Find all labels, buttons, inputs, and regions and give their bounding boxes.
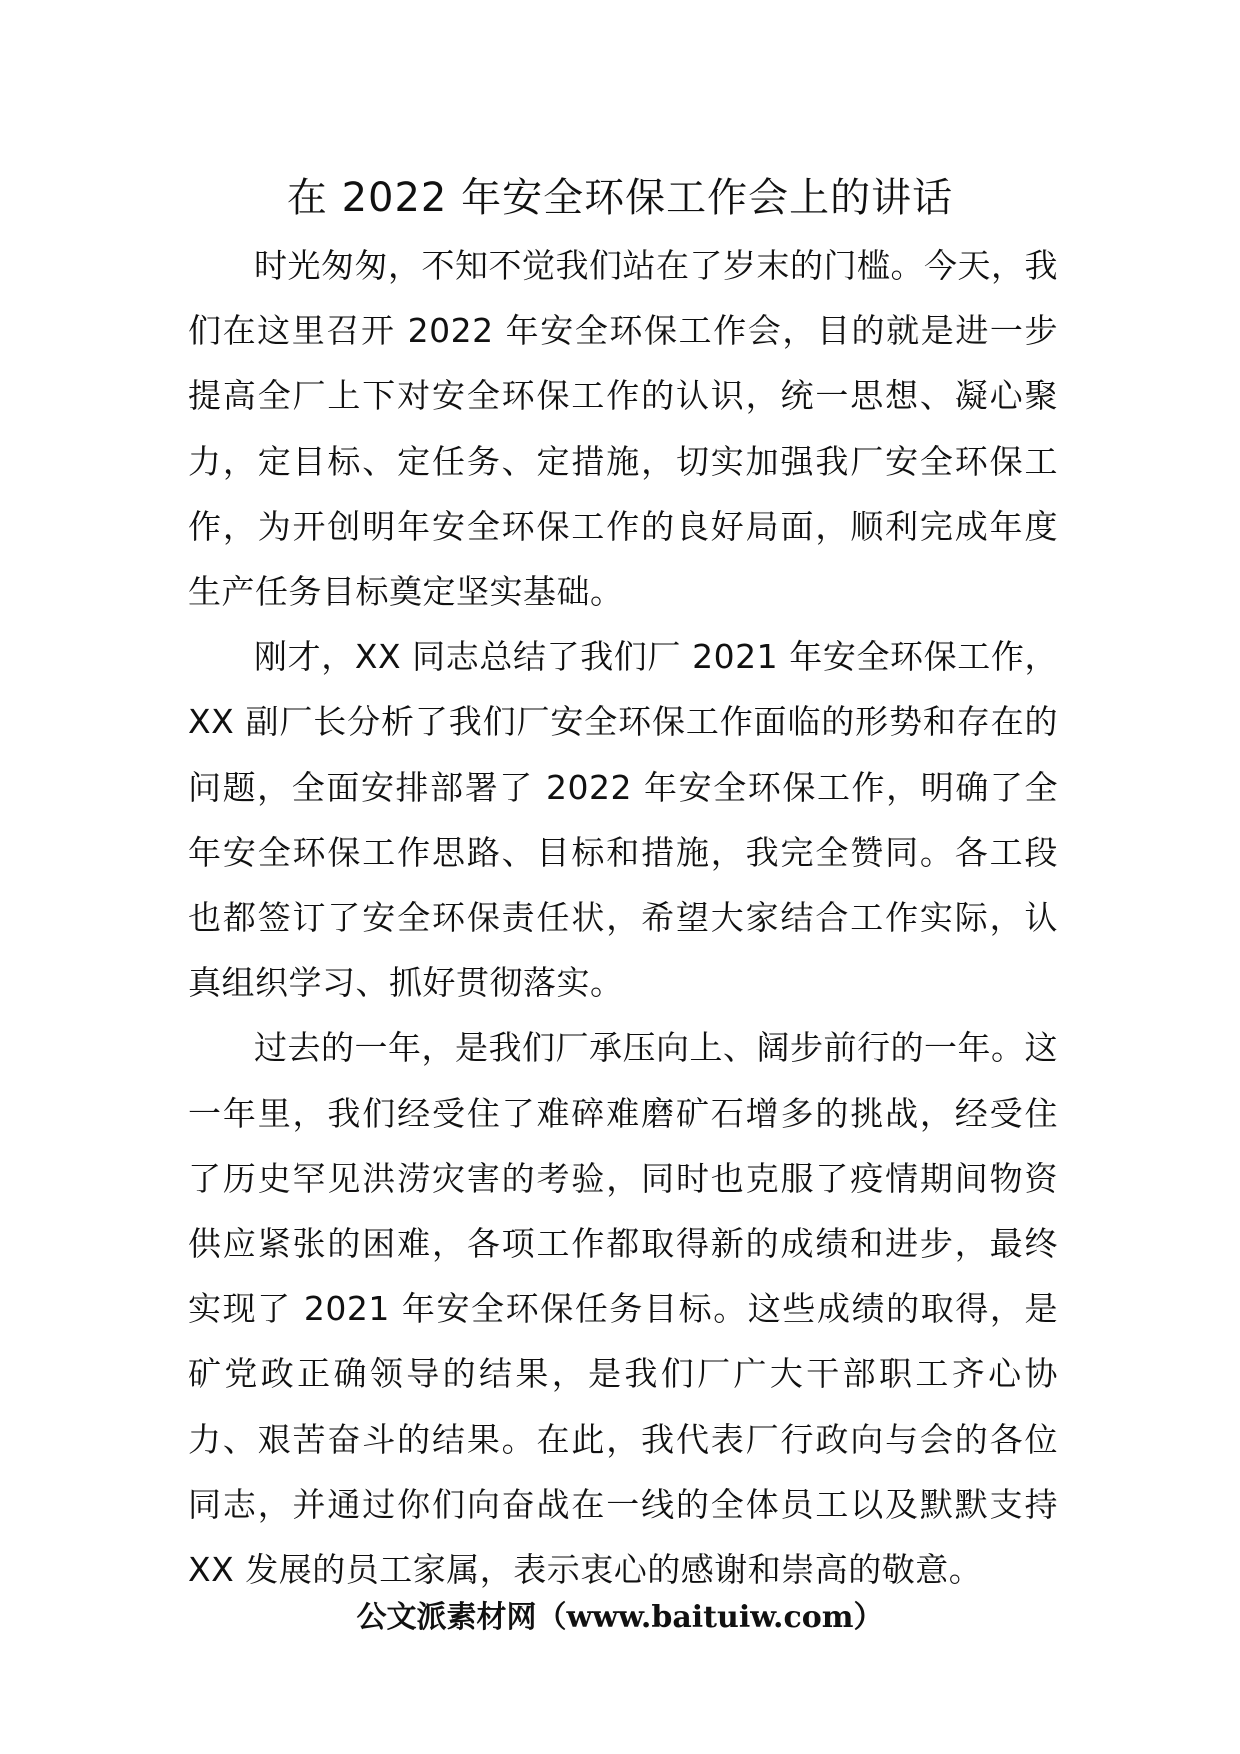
document-body [188, 233, 1058, 1602]
footer-watermark: 公文派素材网（www.baituiw.com） [356, 1600, 884, 1635]
paragraph-work-summary: 刚才，XX 同志总结了我们厂 2021 年安全环保工作，XX 副厂长分析了我们厂安全环保工作面临的形势和存在的问题，全面安排部署了 2022 年安全环保工作，明确了全年安全环保工作思路、目标和措施，我完全赞同。各工段也都签订了安全环保责任状，希望大家结合工作实际，认真组织学习、抓好贯彻落实。 [188, 637, 1058, 1003]
paragraph-year-review: 过去的一年，是我们厂承压向上、阔步前行的一年。这一年里，我们经受住了难碎难磨矿石增多的挑战，经受住了历史罕见洪涝灾害的考验，同时也克服了疫情期间物资供应紧张的困难，各项工作都取得新的成绩和进步，最终实现了 2021 年安全环保任务目标。这些成绩的取得，是矿党政正确领导的结果，是我们厂广大干部职工齐心协力、艰苦奋斗的结果。在此，我代表厂行政向与会的各位同志，并通过你们向奋战在一线的全体员工以及默默支持 XX 发展的员工家属，表示衷心的感谢和崇高的敬意。 [188, 1028, 1058, 1590]
paragraph-opening: 时光匆匆，不知不觉我们站在了岁末的门槛。今天，我们在这里召开 2022 年安全环保工作会，目的就是进一步提高全厂上下对安全环保工作的认识，统一思想、凝心聚力，定目标、定任务、定措施，切实加强我厂安全环保工作，为开创明年安全环保工作的良好局面，顺利完成年度生产任务目标奠定坚实基础。 [188, 246, 1058, 612]
document-title: 在 2022 年安全环保工作会上的讲话 [286, 175, 954, 221]
